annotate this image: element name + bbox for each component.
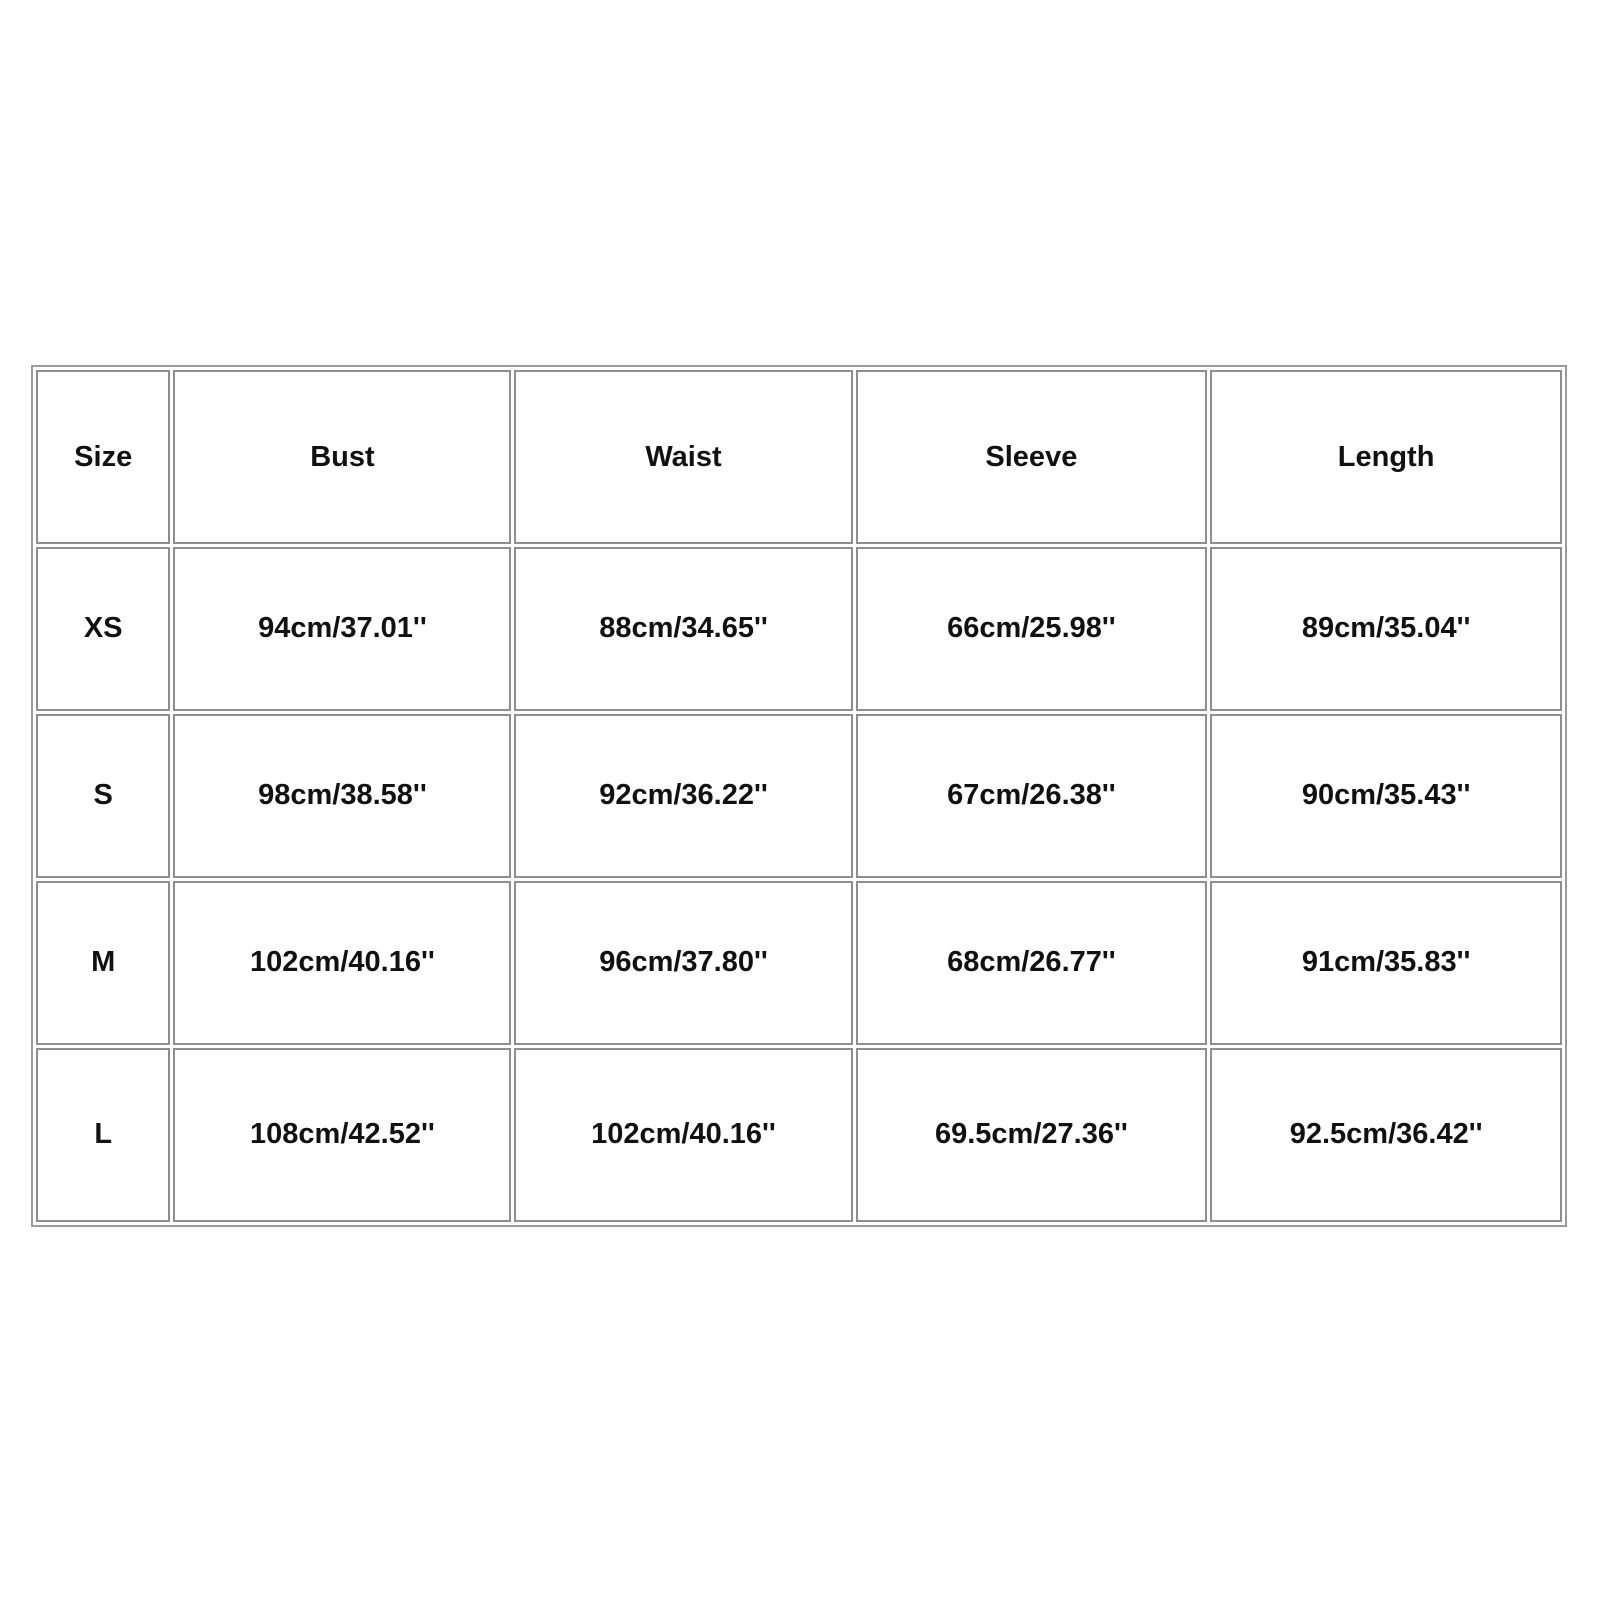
cell-size: M [36,881,170,1045]
header-length: Length [1210,370,1562,544]
cell-waist: 96cm/37.80'' [514,881,852,1045]
cell-bust: 102cm/40.16'' [173,881,511,1045]
cell-length: 92.5cm/36.42'' [1210,1048,1562,1222]
header-row [36,370,1562,544]
header-sleeve: Sleeve [856,370,1208,544]
size-chart-table [31,365,1567,1227]
cell-size: S [36,714,170,878]
cell-bust: 98cm/38.58'' [173,714,511,878]
cell-waist: 88cm/34.65'' [514,547,852,711]
cell-size: XS [36,547,170,711]
header-size: Size [36,370,170,544]
table-row [36,1048,1562,1222]
cell-sleeve: 69.5cm/27.36'' [856,1048,1208,1222]
cell-length: 90cm/35.43'' [1210,714,1562,878]
cell-sleeve: 66cm/25.98'' [856,547,1208,711]
cell-size: L [36,1048,170,1222]
header-waist: Waist [514,370,852,544]
cell-waist: 92cm/36.22'' [514,714,852,878]
cell-bust: 108cm/42.52'' [173,1048,511,1222]
cell-length: 91cm/35.83'' [1210,881,1562,1045]
cell-waist: 102cm/40.16'' [514,1048,852,1222]
table-row [36,714,1562,878]
header-bust: Bust [173,370,511,544]
table-row [36,547,1562,711]
cell-length: 89cm/35.04'' [1210,547,1562,711]
cell-sleeve: 68cm/26.77'' [856,881,1208,1045]
table-row [36,881,1562,1045]
cell-bust: 94cm/37.01'' [173,547,511,711]
cell-sleeve: 67cm/26.38'' [856,714,1208,878]
